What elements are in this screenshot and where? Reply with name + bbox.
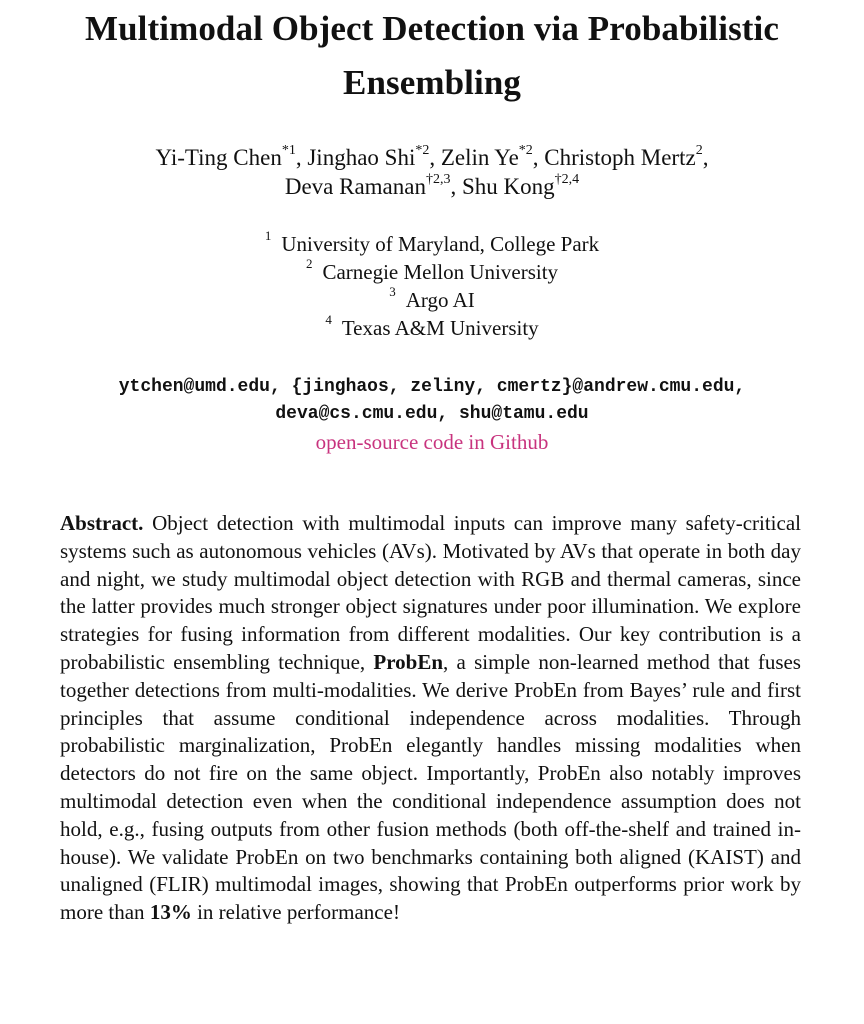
- affiliation-number: 1: [264, 228, 272, 243]
- method-name-emphasis: ProbEn: [373, 649, 444, 674]
- affiliation-name: Texas A&M University: [341, 316, 539, 340]
- author-name: Yi-Ting Chen: [155, 145, 282, 170]
- author-marks: †2,3: [425, 172, 451, 188]
- author-line-1: [0, 143, 864, 172]
- affiliation-number: 2: [305, 256, 313, 271]
- title-line-2: Ensembling: [343, 63, 521, 102]
- abstract-text: Object detection with multimodal inputs can improve many safety-critical systems such as autonomous vehicles (AVs). Motivated by AVs that operate in both day and night, we study multimodal object detection with RGB and thermal cameras, since the latter provides much stronger object signatures under poor illumination. We explore strategies for fusing information from different modalities. Our key contribution is a probabilistic ensembling technique,: [60, 511, 801, 674]
- author-separator: ,: [702, 145, 709, 170]
- abstract-text: in relative performance!: [191, 900, 400, 925]
- email-line-1: ytchen@umd.edu, {jinghaos, zeliny, cmertz}@andrew.cmu.edu,: [118, 377, 746, 397]
- author-name: Shu Kong: [461, 174, 555, 199]
- author-emails: [0, 374, 864, 428]
- abstract-text: , a simple non-learned method that fuses together detections from multi-modalities. We derive ProbEn from Bayes’ rule and first principles that assume conditional independence across modalities. Through probabilistic marginalization, ProbEn elegantly handles missing modalities when detectors do not fire on the same object. Importantly, ProbEn also notably improves multimodal detection even when the conditional independence assumption does not hold, e.g., fusing outputs from other fusion methods (both off-the-shelf and trained in-house). We validate ProbEn on two benchmarks containing both aligned (KAIST) and unaligned (FLIR) multimodal images, showing that ProbEn outperforms prior work by more than: [60, 649, 801, 925]
- affiliation-number: 3: [389, 284, 396, 299]
- email-line-2: deva@cs.cmu.edu, shu@tamu.edu: [275, 404, 589, 424]
- author-separator: ,: [450, 174, 462, 199]
- author-name: Deva Ramanan: [284, 174, 426, 199]
- affiliation-list: [0, 230, 864, 342]
- author-name: Zelin Ye: [440, 145, 519, 170]
- affiliation: [0, 230, 864, 258]
- affiliation: [0, 286, 864, 314]
- author-marks: †2,4: [554, 172, 580, 188]
- author-separator: ,: [295, 145, 308, 170]
- abstract: [60, 510, 801, 927]
- affiliation-name: Argo AI: [405, 288, 475, 312]
- affiliation: [0, 258, 864, 286]
- author-separator: ,: [429, 145, 441, 170]
- affiliation-name: Carnegie Mellon University: [322, 260, 559, 284]
- author-marks: *2: [415, 143, 430, 159]
- improvement-emphasis: 13%: [149, 900, 192, 925]
- author-name: Jinghao Shi: [307, 145, 416, 170]
- affiliation-number: 4: [325, 312, 332, 327]
- author-marks: *2: [518, 143, 533, 159]
- affiliation: [0, 314, 864, 342]
- affiliation-name: University of Maryland, College Park: [281, 232, 600, 256]
- title-line-1: Multimodal Object Detection via Probabilistic: [84, 9, 780, 48]
- author-line-2: [0, 172, 864, 201]
- abstract-label: Abstract.: [60, 511, 144, 535]
- paper-title: [0, 2, 864, 110]
- author-marks: *1: [281, 143, 296, 159]
- author-list: [0, 143, 864, 201]
- author-separator: ,: [532, 145, 545, 170]
- github-code-link[interactable]: open-source code in Github: [315, 430, 549, 454]
- author-name: Christoph Mertz: [544, 145, 696, 170]
- author-marks: 2: [695, 143, 703, 159]
